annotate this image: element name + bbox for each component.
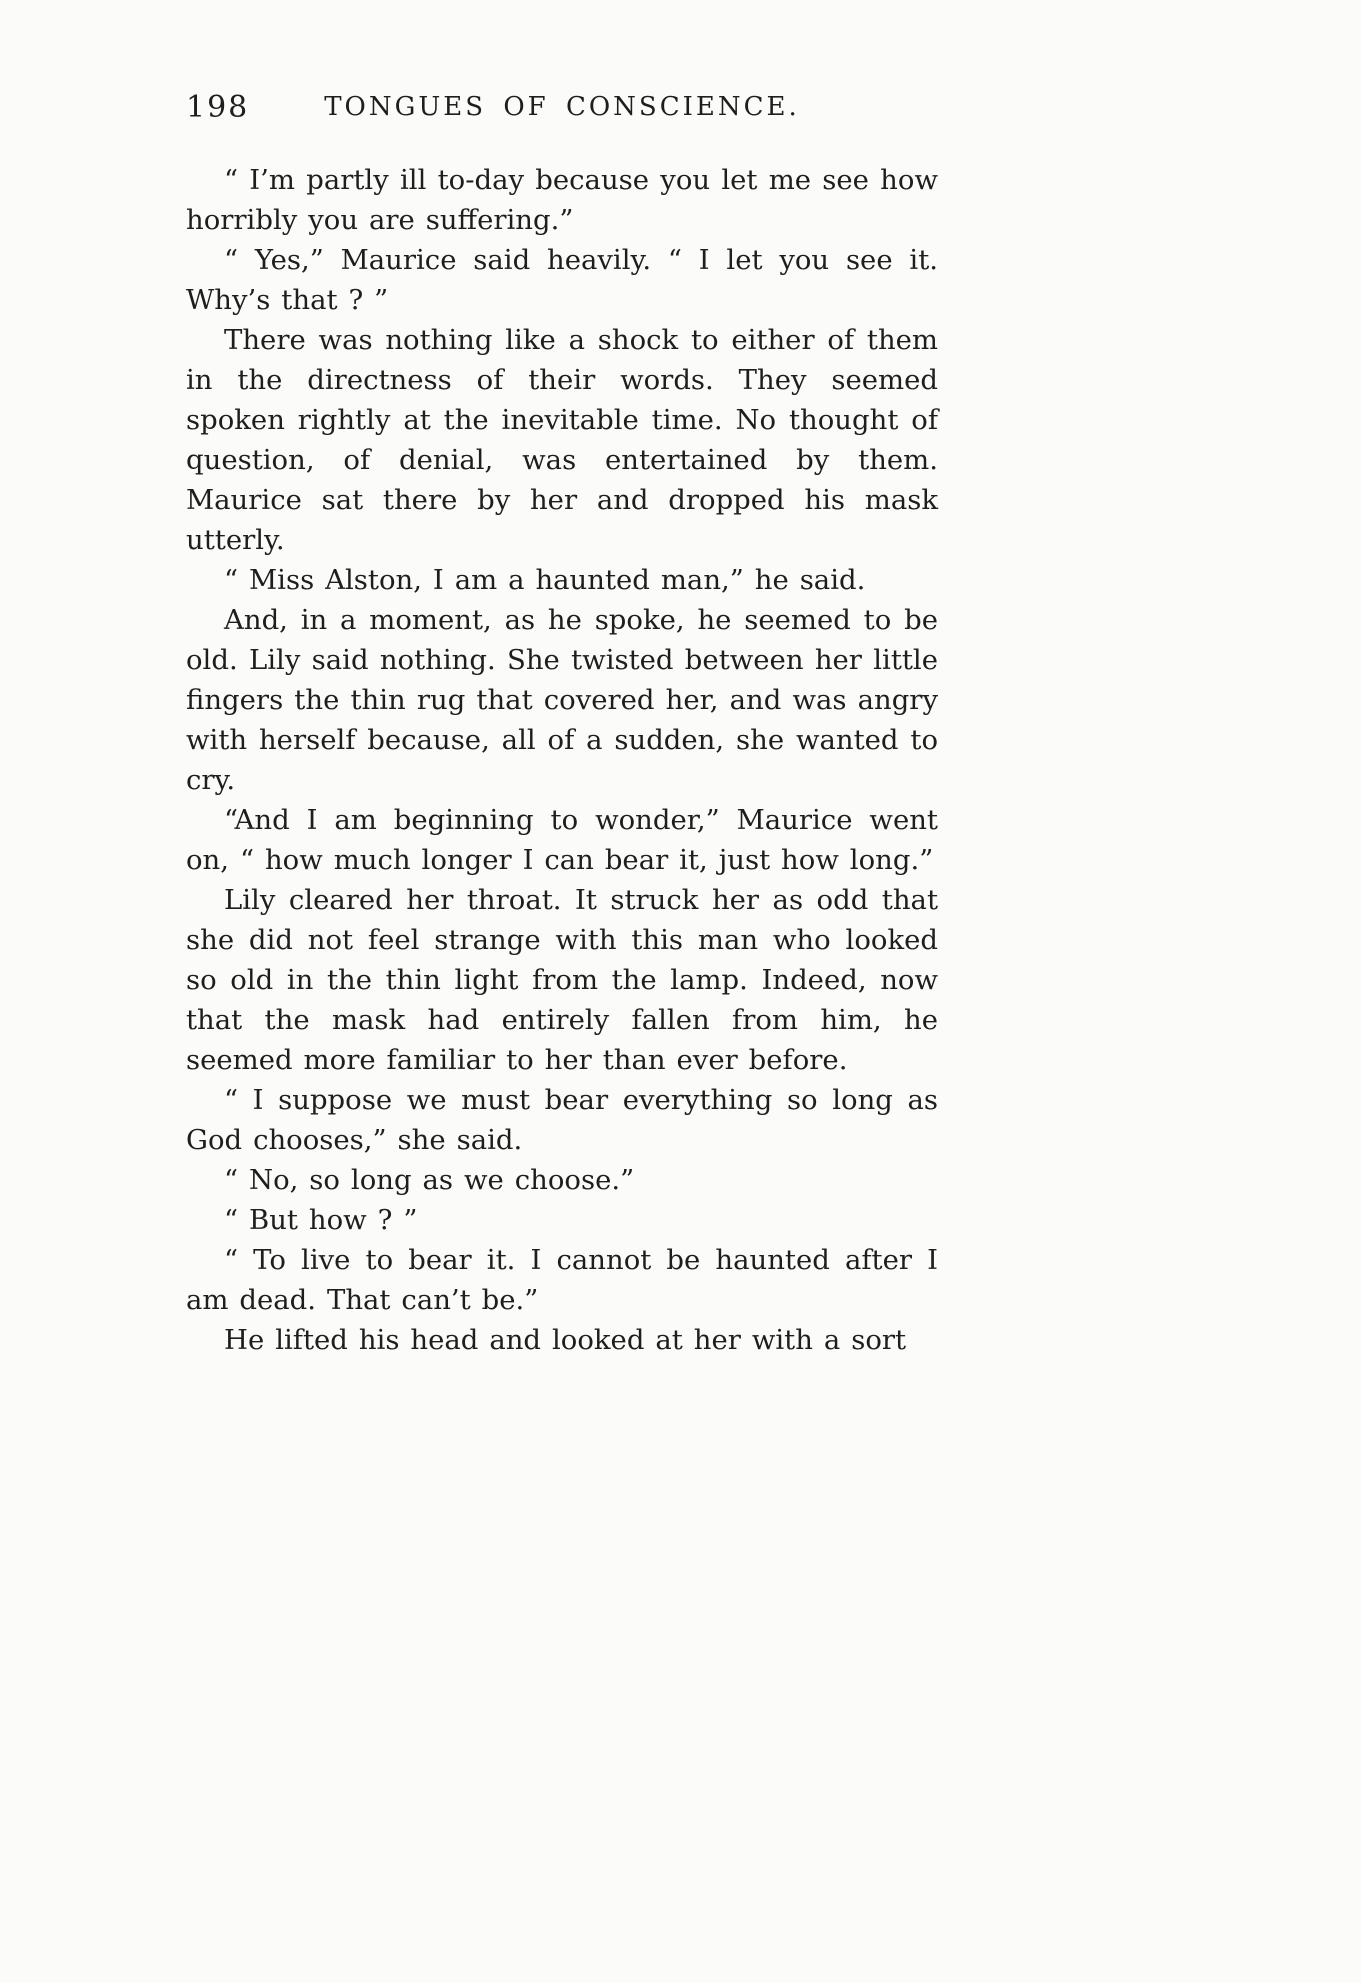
paragraph: “ But how ? ” <box>224 1204 418 1236</box>
paragraph: “And I am beginning to wonder,” Maurice went on, “ how much longer I can bear it, just how long.” <box>186 804 938 876</box>
paragraph: “ Yes,” Maurice said heavily. “ I let you see it. Why’s that ? ” <box>186 244 938 316</box>
paragraph: “ Miss Alston, I am a haunted man,” he said. <box>224 564 866 596</box>
paragraph: He lifted his head and looked at her with a sort <box>224 1324 907 1356</box>
paragraph: “ To live to bear it. I cannot be haunted after I am dead. That can’t be.” <box>186 1244 938 1316</box>
paragraph: There was nothing like a shock to either of them in the directness of their words. They seemed spoken rightly at the inevitable time. No thought of question, of denial, was entertained by them. Maurice sat there by her and dropped his mask utterly. <box>186 324 938 556</box>
page-body <box>186 160 938 1360</box>
paragraph: “ I suppose we must bear everything so long as God chooses,” she said. <box>186 1084 938 1156</box>
page-number: 198 <box>186 90 250 125</box>
paragraph: “ No, so long as we choose.” <box>224 1164 635 1196</box>
paragraph: “ I’m partly ill to-day because you let me see how horribly you are suffering.” <box>186 164 938 236</box>
running-title: TONGUES OF CONSCIENCE. <box>324 92 800 122</box>
paragraph: Lily cleared her throat. It struck her as odd that she did not feel strange with this man who looked so old in the thin light from the lamp. Indeed, now that the mask had entirely fallen from him, he seemed more familiar to her than ever before. <box>186 884 938 1076</box>
paragraph: And, in a moment, as he spoke, he seemed to be old. Lily said nothing. She twisted between her little fingers the thin rug that covered her, and was angry with herself because, all of a sudden, she wanted to cry. <box>186 604 938 796</box>
page-header <box>186 90 938 134</box>
